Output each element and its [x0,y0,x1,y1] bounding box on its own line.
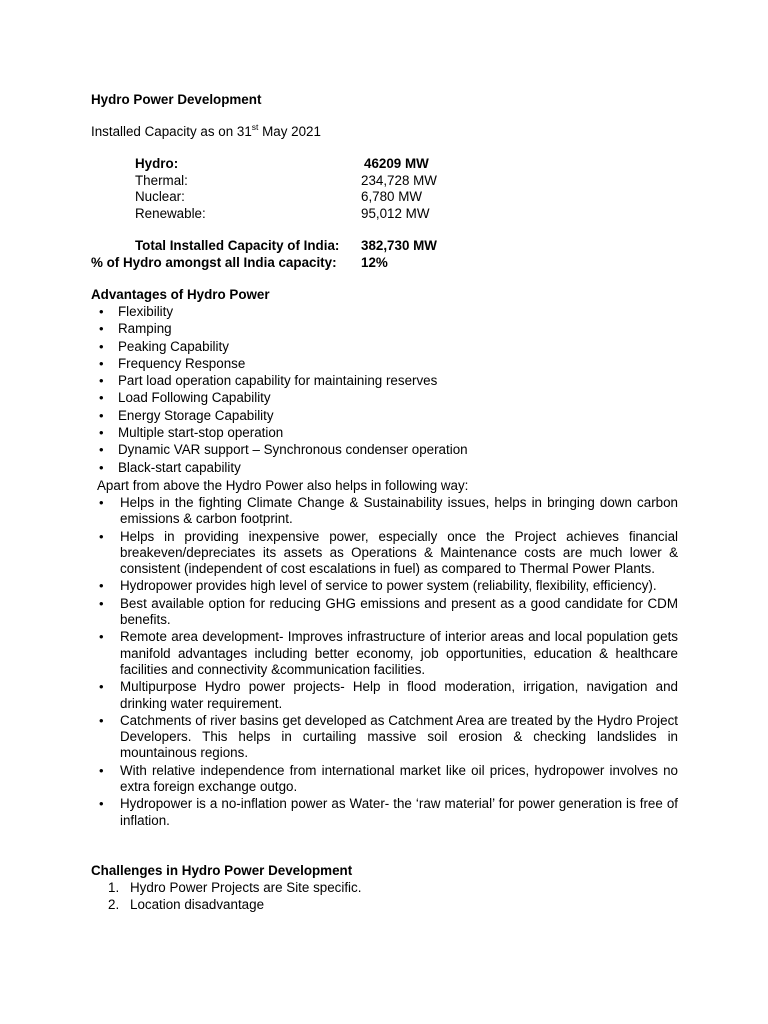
capacity-value: 234,728 MW [361,173,437,188]
list-number: 2. [108,897,120,912]
list-item-text: Part load operation capability for maintaining reserves [118,373,438,389]
bullet-icon: • [99,355,104,371]
list-item-text: Best available option for reducing GHG emissions and present as a good candidate for CDM benefits. [120,595,678,628]
capacity-value: 95,012 MW [361,206,430,221]
list-item-text: With relative independence from international market like oil prices, hydropower involves no extra foreign exchange outgo. [120,762,678,795]
list-item [91,390,691,407]
list-item-text: Catchments of river basins get developed as Catchment Area are treated by the Hydro Project Developers. This helps in curtailing massive soil erosion & checking landslides in mountainous regions. [120,712,678,761]
list-item-text: Peaking Capability [118,338,229,354]
challenges-heading: Challenges in Hydro Power Development [91,863,353,878]
list-item [91,529,678,578]
bullet-icon: • [99,712,104,728]
list-item-text: Energy Storage Capability [118,407,274,423]
bullet-icon: • [99,459,104,475]
list-item [91,495,678,528]
bullet-icon: • [99,495,104,510]
list-item [91,629,678,678]
list-item-text: Hydropower is a no-inflation power as Water- the ‘raw material’ for power generation is free of inflation. [120,796,678,828]
installed-capacity-prefix: Installed Capacity as on 31 [91,124,252,139]
capacity-label: Renewable: [135,206,206,221]
bullet-icon: • [99,338,104,354]
list-item [91,425,691,442]
capacity-value: 6,780 MW [361,189,423,204]
list-item-text: Location disadvantage [130,897,265,912]
bullet-icon: • [99,679,104,695]
bullet-icon: • [99,595,104,611]
hydro-share-label: % of Hydro amongst all India capacity: [91,255,337,270]
bullet-icon: • [99,407,104,423]
bullet-icon: • [99,442,104,458]
list-item [91,442,691,459]
list-item [91,460,691,477]
list-item [91,339,691,356]
advantages-heading: Advantages of Hydro Power [91,287,270,302]
list-number: 1. [108,880,120,895]
capacity-value: 46209 MW [364,156,429,171]
apart-from-above-text: Apart from above the Hydro Power also helps in following way: [97,478,469,493]
list-item-text: Dynamic VAR support – Synchronous condenser operation [118,442,468,458]
bullet-icon: • [99,373,104,389]
bullet-icon: • [99,425,104,441]
bullet-icon: • [99,321,104,337]
capacity-row-nuclear [135,189,735,206]
list-item-text: Helps in providing inexpensive power, especially once the Project achieves financial breakeven/depreciates its assets as Operations & Maintenance costs are much lower & consistent (independent of cost escalations in fuel) as compared to Thermal Power Plants. [120,528,678,577]
bullet-icon: • [99,578,104,594]
list-item [91,373,691,390]
total-capacity-value: 382,730 MW [361,238,437,253]
advantages-list [91,304,691,477]
capacity-label: Hydro: [135,156,179,171]
hydro-share-value: 12% [361,255,388,270]
list-item-text: Hydro Power Projects are Site specific. [130,880,362,895]
list-item-text: Black-start capability [118,459,241,475]
list-item-text: Multipurpose Hydro power projects- Help in flood moderation, irrigation, navigation and drinking water requirement. [120,679,678,711]
list-item-text: Helps in the fighting Climate Change & Sustainability issues, helps in bringing down carbon emissions & carbon footprint. [120,495,678,527]
list-item [91,596,678,629]
list-item-text: Load Following Capability [118,390,271,406]
list-item [91,796,678,829]
list-item [91,408,691,425]
installed-capacity-line [91,121,321,140]
benefits-list [91,495,678,830]
total-capacity-row [135,238,735,255]
list-item-text: Flexibility [118,304,174,319]
list-item-text: Frequency Response [118,355,246,371]
list-item-text: Ramping [118,321,172,337]
list-item [91,763,678,796]
capacity-row-thermal [135,173,735,190]
list-item-text: Remote area development- Improves infrastructure of interior areas and local population gets manifold advantages including better economy, job opportunities, education & healthcare facilities and connectivity &communication facilities. [120,629,678,677]
installed-capacity-ordinal: st [251,121,259,132]
hydro-share-row [91,255,691,272]
bullet-icon: • [99,528,104,544]
capacity-row-renewable [135,206,735,223]
list-item [91,880,591,897]
capacity-label: Thermal: [135,173,188,188]
bullet-icon: • [99,304,104,319]
list-item [91,356,691,373]
list-item [91,321,691,338]
list-item [91,679,678,712]
list-item-text: Hydropower provides high level of service to power system (reliability, flexibility, efficiency). [120,578,657,594]
bullet-icon: • [99,796,104,812]
list-item [91,304,691,321]
installed-capacity-suffix: May 2021 [258,124,321,139]
bullet-icon: • [99,629,104,645]
bullet-icon: • [99,390,104,406]
list-item [91,578,678,594]
document-title: Hydro Power Development [91,92,262,107]
list-item-text: Multiple start-stop operation [118,425,284,441]
list-item [91,713,678,762]
capacity-row-hydro [135,156,735,173]
bullet-icon: • [99,762,104,778]
list-item [91,897,591,914]
total-capacity-label: Total Installed Capacity of India: [135,238,340,253]
capacity-label: Nuclear: [135,189,185,204]
challenges-list [91,880,591,914]
